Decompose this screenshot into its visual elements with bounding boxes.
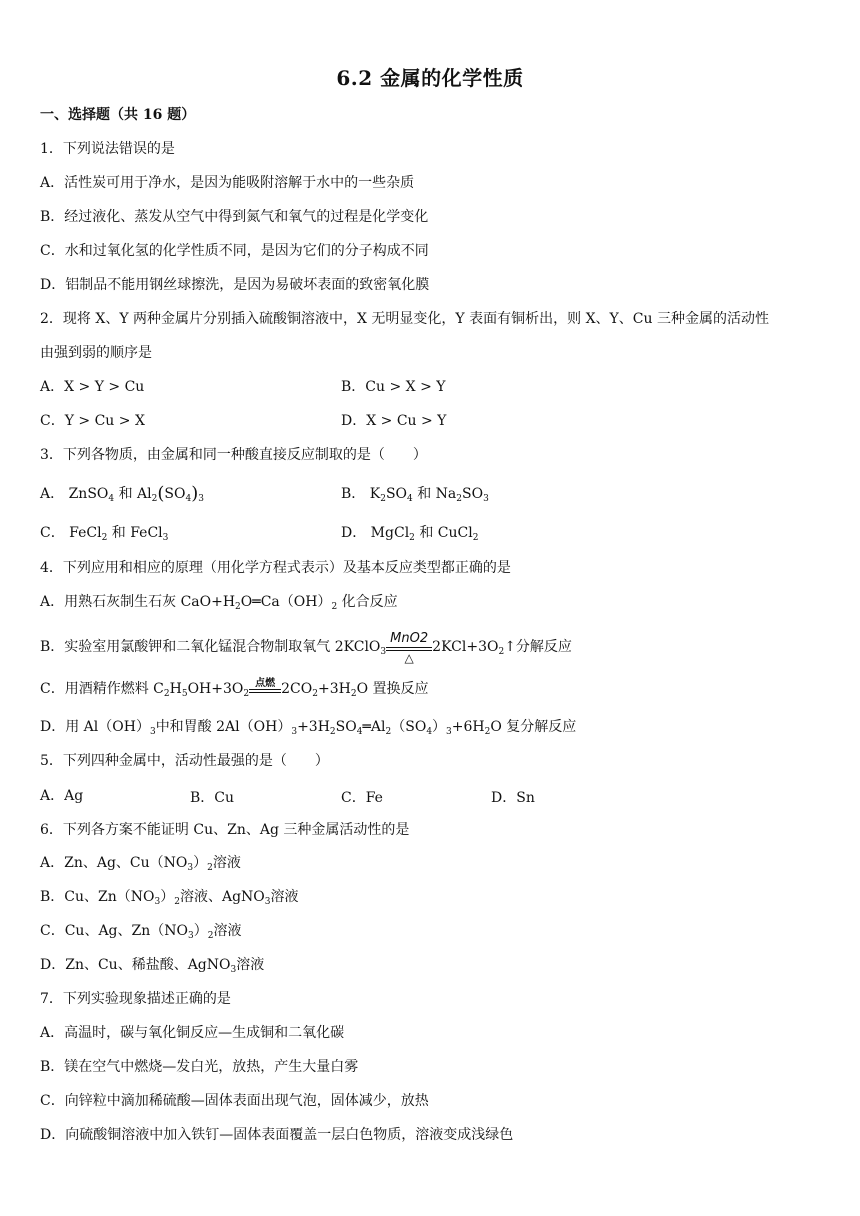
question-2-stem: 2．现将 X、Y 两种金属片分别插入硫酸铜溶液中，X 无明显变化，Y 表面有铜析出，则 X、Y、Cu 三种金属的活动性	[40, 311, 769, 327]
question-7-option-a: A．高温时，碳与氧化铜反应—生成铜和二氧化碳	[40, 1025, 345, 1041]
question-1-option-c: C．水和过氧化氢的化学性质不同，是因为它们的分子构成不同	[40, 243, 429, 259]
question-4-stem: 4．下列应用和相应的原理（用化学方程式表示）及基本反应类型都正确的是	[40, 560, 511, 576]
section-heading: 一、选择题（共 16 题）	[40, 107, 196, 123]
question-5-option-c: C．Fe	[341, 790, 383, 806]
question-5-stem: 5．下列四种金属中，活动性最强的是（ ）	[40, 753, 329, 769]
question-2-stem-cont: 由强到弱的顺序是	[40, 345, 152, 361]
question-1-option-d: D．铝制品不能用钢丝球擦洗，是因为易破坏表面的致密氧化膜	[40, 277, 430, 293]
question-4-option-b: B．实验室用氯酸钾和二氧化锰混合物制取氧气 2KClO$_3$ MnO2 △ $2KCl+3O_2↑$分解反应	[40, 631, 572, 665]
question-3-option-b: B． $K_2SO_4$ 和 $Na_2SO_3$	[341, 486, 489, 504]
question-5-option-b: B．Cu	[190, 790, 235, 806]
question-4-option-d: D．用 $Al(OH)_3$中和胃酸 $2Al(OH)_3+3H_2SO_4═Al_2(SO_4)_3+6H_2O$ 复分解反应	[40, 719, 577, 737]
question-7-option-d: D．向硫酸铜溶液中加入铁钉—固体表面覆盖一层白色物质，溶液变成浅绿色	[40, 1127, 514, 1143]
question-7-stem: 7．下列实验现象描述正确的是	[40, 991, 231, 1007]
question-5-option-a: A．Ag	[40, 788, 84, 804]
question-2-option-b: B．Cu > X > Y	[341, 379, 446, 395]
question-6-option-d: D．Zn、Cu、稀盐酸、AgNO$_3$溶液	[40, 957, 265, 975]
question-4-option-a: A．用熟石灰制生石灰 $CaO+H_2O═Ca(OH)_2$ 化合反应	[40, 594, 398, 612]
question-1-option-a: A．活性炭可用于净水，是因为能吸附溶解于水中的一些杂质	[40, 175, 415, 191]
question-6-option-b: B．Cu、$Zn(NO_3)_2$溶液、AgNO$_3$溶液	[40, 889, 299, 907]
question-4-option-c: C．用酒精作燃料 $C_2H_5OH+3O_2$ 点燃 $2CO_2+3H_2O$ 置换反应	[40, 678, 429, 699]
question-6-option-a: A．Zn、Ag、$Cu(NO_3)_2$溶液	[40, 855, 241, 873]
question-7-option-b: B．镁在空气中燃烧—发白光，放热，产生大量白雾	[40, 1059, 359, 1075]
page-title: 6.2 金属的化学性质	[336, 66, 524, 90]
question-3-stem: 3．下列各物质，由金属和同一种酸直接反应制取的是（ ）	[40, 447, 427, 463]
ignite-condition: 点燃	[249, 678, 281, 700]
mno2-condition: MnO2 △	[386, 632, 432, 662]
question-3-option-d: D． MgCl$_2$ 和 CuCl$_2$	[341, 525, 479, 543]
question-3-option-a: A． ZnSO$_4$ 和 $Al_2(SO_4)_3$	[40, 483, 204, 504]
question-6-stem: 6．下列各方案不能证明 Cu、Zn、Ag 三种金属活动性的是	[40, 822, 410, 838]
question-5-option-d: D．Sn	[491, 790, 535, 806]
question-2-option-a: A．X > Y > Cu	[40, 379, 145, 395]
question-3-option-c: C． FeCl$_2$ 和 FeCl$_3$	[40, 525, 169, 543]
question-7-option-c: C．向锌粒中滴加稀硫酸—固体表面出现气泡，固体减少，放热	[40, 1093, 429, 1109]
question-6-option-c: C．Cu、Ag、$Zn(NO_3)_2$溶液	[40, 923, 242, 941]
question-1-stem: 1．下列说法错误的是	[40, 141, 175, 157]
question-2-option-c: C．Y > Cu > X	[40, 413, 145, 429]
question-2-option-d: D．X > Cu > Y	[341, 413, 447, 429]
question-1-option-b: B．经过液化、蒸发从空气中得到氮气和氧气的过程是化学变化	[40, 209, 429, 225]
